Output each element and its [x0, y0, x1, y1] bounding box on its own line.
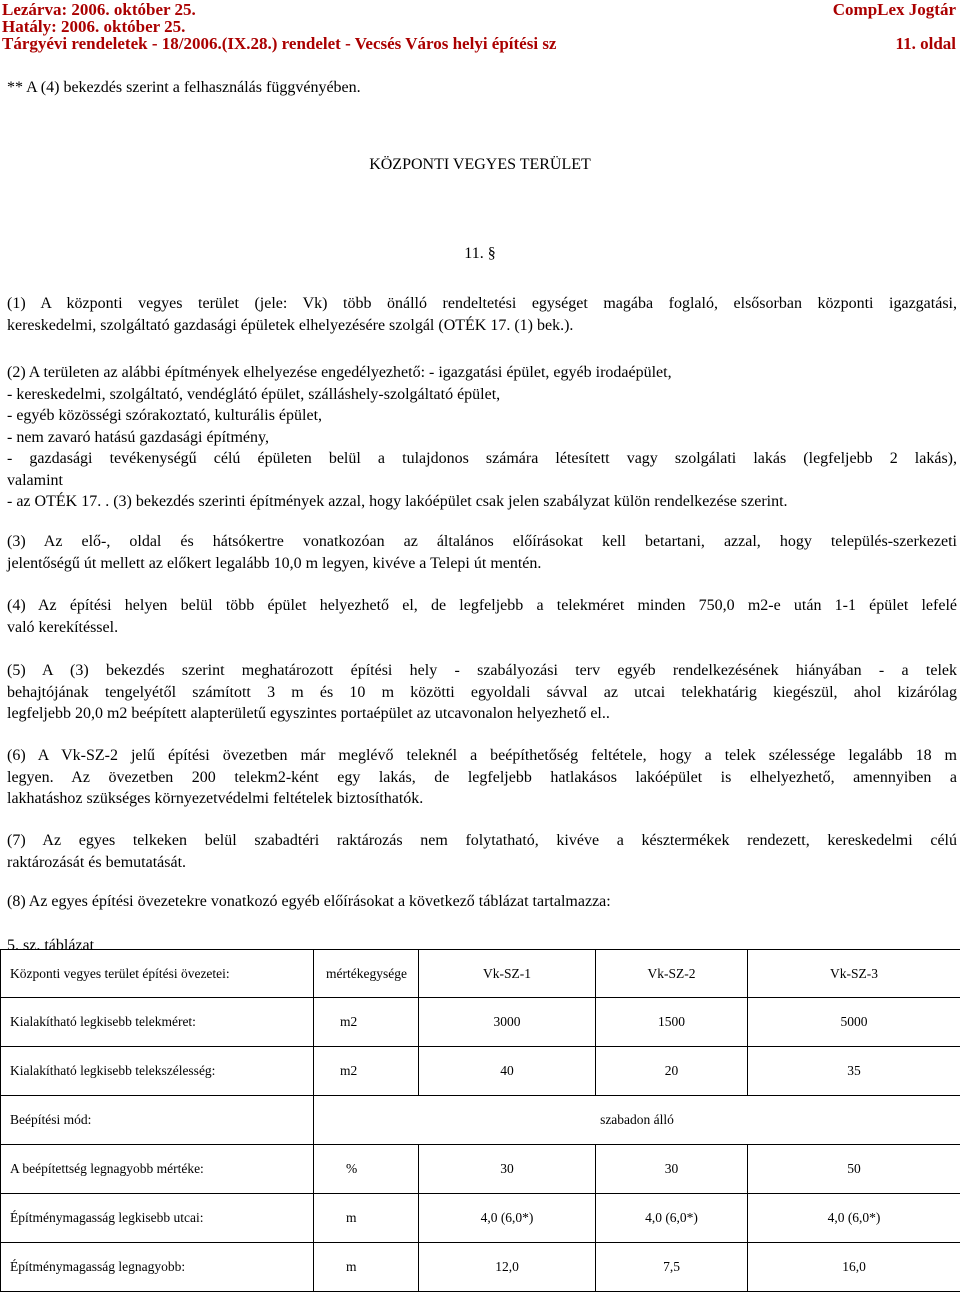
table-header-cell: Vk-SZ-2 — [596, 950, 748, 998]
paragraph-4-line: való kerekítéssel. — [7, 618, 119, 636]
table-cell: 40 — [419, 1047, 596, 1096]
paragraph-5-line: behajtójának tengelyétől számított 3 m és 10 m közötti egyoldali sávval az utcai telekhatárig kiegészül, ahol kizárólag — [7, 683, 957, 701]
table-header-cell: Vk-SZ-3 — [748, 950, 960, 998]
paragraph-6-line: (6) A Vk-SZ-2 jelű építési övezetben már meglévő teleknél a beépíthetőség feltétele, hogy a telek szélessége legalább 18 m — [7, 747, 957, 764]
footnote: ** A (4) bekezdés szerint a felhasználás függvényében. — [7, 79, 361, 96]
paragraph-6 — [7, 745, 957, 810]
section-title: KÖZPONTI VEGYES TERÜLET — [369, 156, 591, 173]
table-row — [1, 1096, 960, 1145]
table-cell: Építménymagasság legkisebb utcai: — [1, 1194, 314, 1243]
paragraph-3-line: jelentőségű út mellett az előkert legalább 10,0 m legyen, kivéve a Telepi út mentén. — [7, 554, 542, 572]
table-cell: 4,0 (6,0*) — [596, 1194, 748, 1243]
paragraph-3 — [7, 531, 957, 574]
table-header-cell: Vk-SZ-1 — [419, 950, 596, 998]
paragraph-5 — [7, 660, 957, 725]
table-cell: 16,0 — [748, 1243, 960, 1292]
table-row — [1, 998, 960, 1047]
paragraph-4 — [7, 595, 957, 638]
paragraph-5-line: (5) A (3) bekezdés szerint meghatározott építési hely - szabályozási terv egyéb rendelkezésének hiányában - a telek — [7, 662, 957, 679]
table-cell: 7,5 — [596, 1243, 748, 1292]
header-page-number: 11. oldal — [895, 34, 956, 53]
paragraph-1-line: (1) A központi vegyes terület (jele: Vk) több önálló rendeltetési egységet magába foglaló, elsősorban központi igazgatási, — [7, 295, 957, 312]
table-cell: A beépítettség legnagyobb mértéke: — [1, 1145, 314, 1194]
table-cell: m2 — [314, 1047, 419, 1096]
paragraph-6-line: lakhatáshoz szükséges környezetvédelmi feltételek biztosíthatók. — [7, 790, 424, 807]
table-cell: % — [314, 1145, 419, 1194]
table-cell: 30 — [419, 1145, 596, 1194]
table-cell: 35 — [748, 1047, 960, 1096]
table-cell: 12,0 — [419, 1243, 596, 1292]
table-header-cell: Központi vegyes terület építési övezetei: — [1, 950, 314, 998]
table-caption: 5. sz. táblázat — [7, 937, 95, 954]
table-cell: 1500 — [596, 998, 748, 1047]
table-cell: 5000 — [748, 998, 960, 1047]
section-number — [0, 245, 960, 263]
header-lezarva: Lezárva: 2006. október 25. — [2, 0, 196, 19]
paragraph-8: (8) Az egyes építési övezetekre vonatkozó egyéb előírásokat a következő táblázat tartalmazza: — [7, 893, 611, 910]
header-hataly: Hatály: 2006. október 25. — [2, 17, 186, 36]
paragraph-sign-icon: § — [487, 245, 496, 262]
table-cell: m — [314, 1194, 419, 1243]
paragraph-2 — [7, 362, 957, 513]
header-brand: CompLex Jogtár — [832, 0, 956, 19]
table-row — [1, 1194, 960, 1243]
table-cell: 4,0 (6,0*) — [748, 1194, 960, 1243]
paragraph-2-line: (2) A területen az alábbi építmények elhelyezése engedélyezhető: - igazgatási épület, egyéb irodaépület, — [7, 364, 672, 381]
paragraph-2-line: - nem zavaró hatású gazdasági építmény, — [7, 428, 269, 446]
paragraph-5-line: legfeljebb 20,0 m2 beépített alapterületű egyszintes portaépület az utcavonalon helyezhető el.. — [7, 705, 610, 722]
paragraph-7-line: (7) Az egyes telkeken belül szabadtéri raktározás nem folytatható, kivéve a késztermékek rendezett, kereskedelmi célú — [7, 832, 957, 849]
table-header-row — [1, 950, 960, 998]
table-cell: Kialakítható legkisebb telekszélesség: — [1, 1047, 314, 1096]
paragraph-2-line: - egyéb közösségi szórakoztató, kulturális épület, — [7, 407, 323, 424]
table-cell: 4,0 (6,0*) — [419, 1194, 596, 1243]
paragraph-6-line: legyen. Az övezetben 200 telekm2-ként egy lakás, de legfeljebb hatlakásos lakóépület is elhelyezhető, amennyiben a — [7, 768, 957, 786]
table-cell: 50 — [748, 1145, 960, 1194]
table-cell: Beépítési mód: — [1, 1096, 314, 1145]
section-number-text: 11. — [464, 245, 488, 262]
table-row — [1, 1145, 960, 1194]
table-cell: m — [314, 1243, 419, 1292]
paragraph-2-line: - gazdasági tevékenységű célú épületen belül a tulajdonos számára létesített vagy szolgálati lakás (legfeljebb 2 lakás), — [7, 450, 957, 467]
table-cell-merged: szabadon álló — [314, 1096, 960, 1145]
paragraph-1-line: kereskedelmi, szolgáltató gazdasági épületek elhelyezésére szolgál (OTÉK 17. (1) bek.). — [7, 316, 574, 334]
table-cell: 3000 — [419, 998, 596, 1047]
table-cell: Kialakítható legkisebb telekméret: — [1, 998, 314, 1047]
table-header-cell: mértékegysége — [314, 950, 419, 998]
table-cell: m2 — [314, 998, 419, 1047]
paragraph-7-line: raktározását és bemutatását. — [7, 853, 187, 871]
paragraph-2-line: valamint — [7, 471, 63, 489]
paragraph-2-line: - kereskedelmi, szolgáltató, vendéglátó épület, szálláshely-szolgáltató épület, — [7, 385, 501, 403]
paragraph-3-line: (3) Az elő-, oldal és hátsókertre vonatkozóan az általános előírásokat kell betartani, azzal, hogy település-szerkezeti — [7, 533, 957, 550]
paragraph-7 — [7, 830, 957, 873]
table-cell: Építménymagasság legnagyobb: — [1, 1243, 314, 1292]
table-row — [1, 1243, 960, 1292]
paragraph-2-line: - az OTÉK 17. . (3) bekezdés szerinti építmények azzal, hogy lakóépület csak jelen szabályzat külön rendelkezése szerint. — [7, 493, 788, 510]
paragraph-1 — [7, 293, 957, 336]
paragraph-4-line: (4) Az építési helyen belül több épület helyezhető el, de legfeljebb a telekméret minden 750,0 m2-e után 1-1 épület lefelé — [7, 597, 957, 614]
header-subject: Tárgyévi rendeletek - 18/2006.(IX.28.) rendelet - Vecsés Város helyi építési sz — [2, 34, 557, 53]
zoning-table — [0, 949, 960, 1292]
table-cell: 20 — [596, 1047, 748, 1096]
table-row — [1, 1047, 960, 1096]
table-cell: 30 — [596, 1145, 748, 1194]
